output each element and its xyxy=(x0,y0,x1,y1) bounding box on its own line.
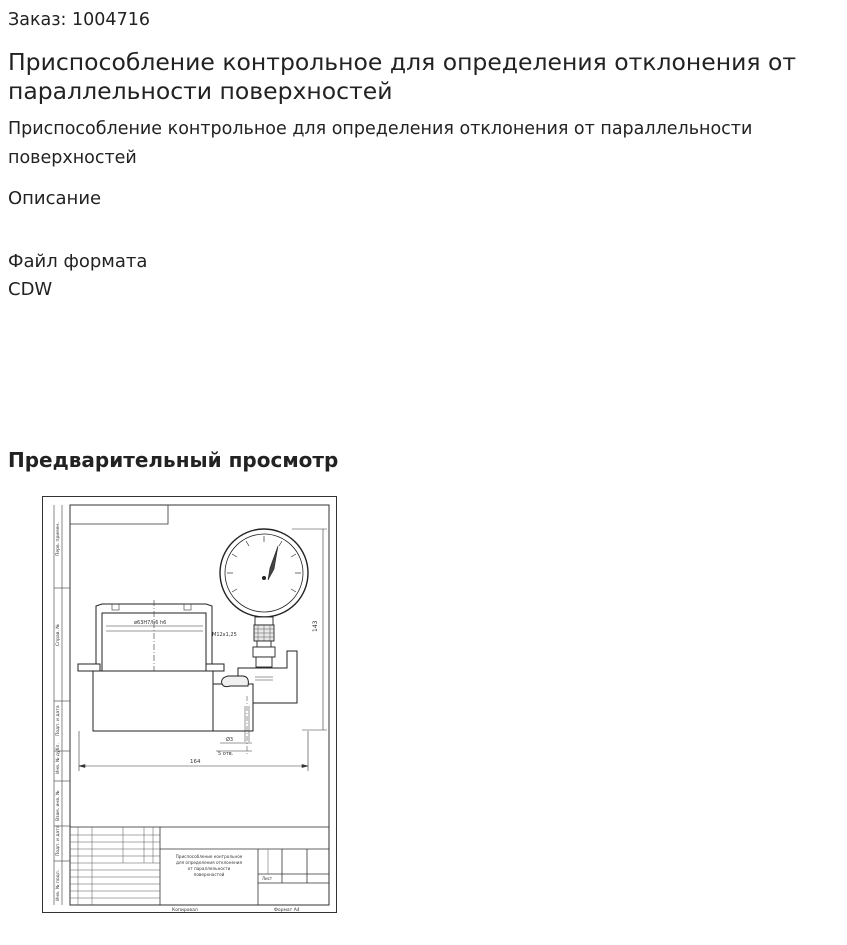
order-number xyxy=(8,9,150,31)
sheet-label: Лист xyxy=(262,876,273,881)
title-block-line-4: поверхностей xyxy=(193,872,225,877)
description-label: Описание xyxy=(8,188,102,209)
dimension-bore: ø63Н7/h6 h6 xyxy=(134,620,167,626)
title-block-line-2: для определения отклонения xyxy=(175,860,243,865)
dimension-thread: М12х1,25 xyxy=(212,632,237,638)
dial-indicator-icon xyxy=(220,529,308,617)
preview-heading: Предварительный просмотр xyxy=(8,448,339,472)
format-label: Формат А4 xyxy=(274,908,300,913)
svg-text:Взам. инв. №: Взам. инв. № xyxy=(56,790,61,821)
title-block-line-3: от параллельности xyxy=(187,866,231,871)
title-block-line-1: Приспособление контрольное xyxy=(175,854,243,859)
dimension-height: 143 xyxy=(312,620,319,632)
product-subtitle: Приспособление контрольное для определения отклонения от параллельности поверхностей xyxy=(8,119,753,168)
order-value: 1004716 xyxy=(72,10,150,30)
file-format-label: Файл формата xyxy=(8,251,148,272)
technical-drawing xyxy=(42,496,337,913)
svg-text:Справ. №: Справ. № xyxy=(56,624,61,646)
page-title: Приспособление контрольное для определения отклонения от параллельности поверхностей xyxy=(8,48,797,105)
dimension-holes-count: 5 отв. xyxy=(218,751,234,757)
svg-text:Инв. № подл.: Инв. № подл. xyxy=(56,869,61,901)
svg-text:Перв. примен.: Перв. примен. xyxy=(56,522,61,556)
copy-label: Копировал xyxy=(172,908,198,913)
dimension-hole: Ø3 xyxy=(226,737,234,743)
svg-text:Подп. и дата: Подп. и дата xyxy=(56,825,61,856)
preview-image[interactable] xyxy=(42,496,337,913)
svg-text:Подп. и дата: Подп. и дата xyxy=(56,705,61,736)
order-label: Заказ: xyxy=(8,10,67,30)
svg-text:Инв. № дубл.: Инв. № дубл. xyxy=(56,743,61,774)
file-format-value: CDW xyxy=(8,279,53,300)
dimension-width: 164 xyxy=(190,759,201,765)
